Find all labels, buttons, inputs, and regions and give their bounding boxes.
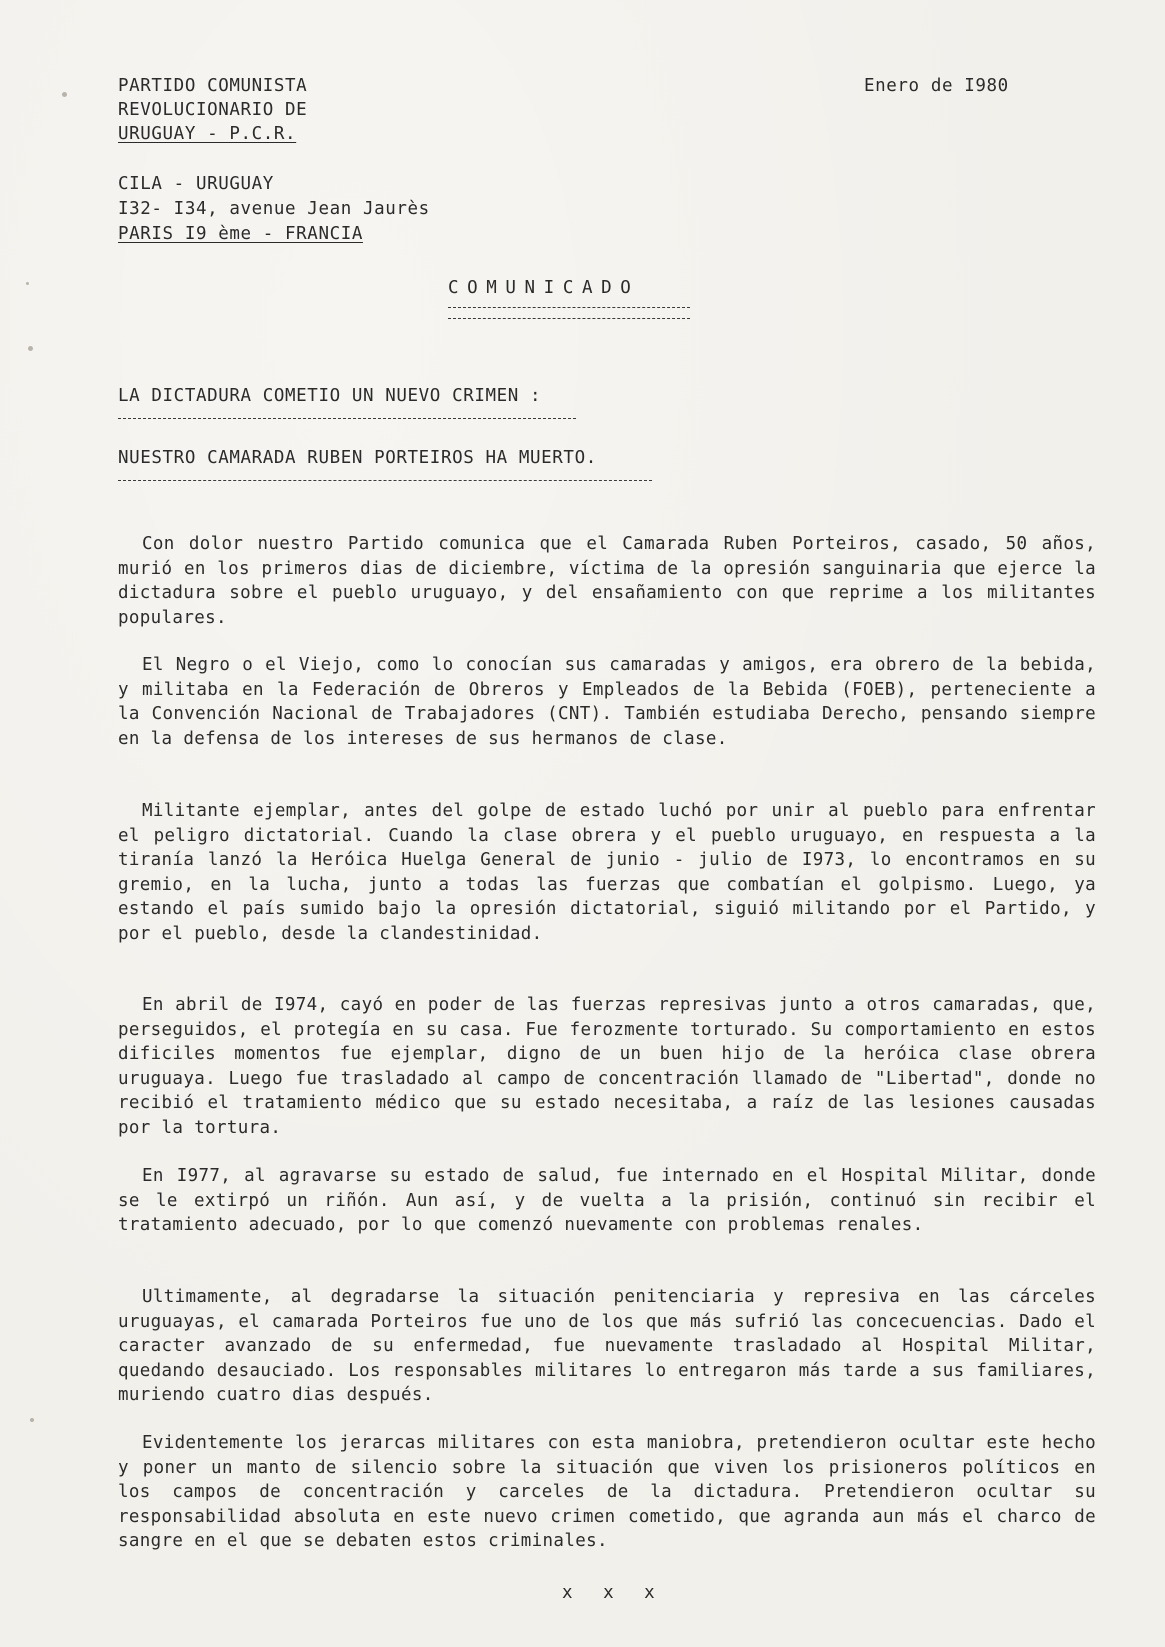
closing-mark: x x x (562, 1583, 665, 1603)
body-paragraph: En abril de I974, cayó en poder de las fuerzas represivas junto a otros camaradas, que, perseguidos, el protegía en su casa. Fue ferozmente torturado. Su comportamiento en estos dificiles momentos fue ejemplar, digno de un buen hijo de la heróica clase obrera uruguaya. Luego fue trasladado al campo de concentración llamado de "Libertad", donde no recibió el tratamiento médico que su estado necesitaba, a raíz de las lesiones causadas por la tortura. (118, 995, 1096, 1138)
document-title: COMUNICADO (448, 278, 640, 298)
address-block (118, 172, 430, 247)
heading-crime: LA DICTADURA COMETIO UN NUEVO CRIMEN : (118, 386, 542, 406)
sender-line: URUGUAY - P.C.R. (118, 124, 297, 144)
sender-line: REVOLUCIONARIO DE (118, 100, 308, 120)
body-paragraph: Militante ejemplar, antes del golpe de estado luchó por unir al pueblo para enfrentar el peligro dictatorial. Cuando la clase obrera y el pueblo uruguayo, en respuesta a la tiranía lanzó la Heróica Huelga General de junio - julio de I973, lo encontramos en su gremio, en la lucha, junto a todas las fuerzas que combatían el golpismo. Luego, ya estando el país sumido bajo la opresión dictatorial, siguió militando por el Partido, y por el pueblo, desde la clandestinidad. (118, 801, 1096, 944)
sender-line: PARTIDO COMUNISTA (118, 76, 308, 96)
heading-underline (118, 480, 652, 481)
body-paragraph: En I977, al agravarse su estado de salud, fue internado en el Hospital Militar, donde se le extirpó un riñón. Aun así, y de vuelta a la prisión, continuó sin recibir el tratamiento adecuado, por lo que comenzó nuevamente con problemas renales. (118, 1166, 1096, 1235)
body-paragraph: Con dolor nuestro Partido comunica que el Camarada Ruben Porteiros, casado, 50 años, murió en los primeros dias de diciembre, víctima de la opresión sanguinaria que ejerce la dictadura sobre el pueblo uruguayo, y del ensañamiento con que reprime a los militantes populares. (118, 534, 1096, 628)
address-line: PARIS I9 ème - FRANCIA (118, 224, 363, 244)
document-date: Enero de I980 (864, 76, 1009, 96)
title-underline (448, 307, 690, 308)
body-paragraph: El Negro o el Viejo, como lo conocían sus camaradas y amigos, era obrero de la bebida, y militaba en la Federación de Obreros y Empleados de la Bebida (FOEB), perteneciente a la Convención Nacional de Trabajadores (CNT). También estudiaba Derecho, pensando siempre en la defensa de los intereses de sus hermanos de clase. (118, 655, 1096, 749)
address-line: I32- I34, avenue Jean Jaurès (118, 199, 430, 219)
sender-block (118, 74, 307, 146)
body-paragraph: Ultimamente, al degradarse la situación penitenciaria y represiva en las cárceles uruguayas, el camarada Porteiros fue uno de los que más sufrió las concecuencias. Dado el caracter avanzado de su enfermedad, fue nuevamente trasladado al Hospital Militar, quedando desauciado. Los responsables militares lo entregaron más tarde a sus familiares, muriendo cuatro dias después. (118, 1287, 1096, 1405)
paper-speck (62, 92, 67, 97)
paper-speck (30, 1418, 34, 1422)
title-underline (448, 318, 690, 319)
body-paragraph: Evidentemente los jerarcas militares con esta maniobra, pretendieron ocultar este hecho y poner un manto de silencio sobre la situación que viven los prisioneros políticos en los campos de concentración y carceles de la dictadura. Pretendieron ocultar su responsabilidad absoluta en este nuevo crimen cometido, que agranda aun más el charco de sangre en el que se debaten estos criminales. (118, 1433, 1096, 1551)
paper-speck (28, 346, 33, 351)
heading-underline (118, 418, 576, 419)
heading-death: NUESTRO CAMARADA RUBEN PORTEIROS HA MUERTO. (118, 448, 597, 468)
address-line: CILA - URUGUAY (118, 174, 274, 194)
paper-speck (26, 282, 29, 285)
